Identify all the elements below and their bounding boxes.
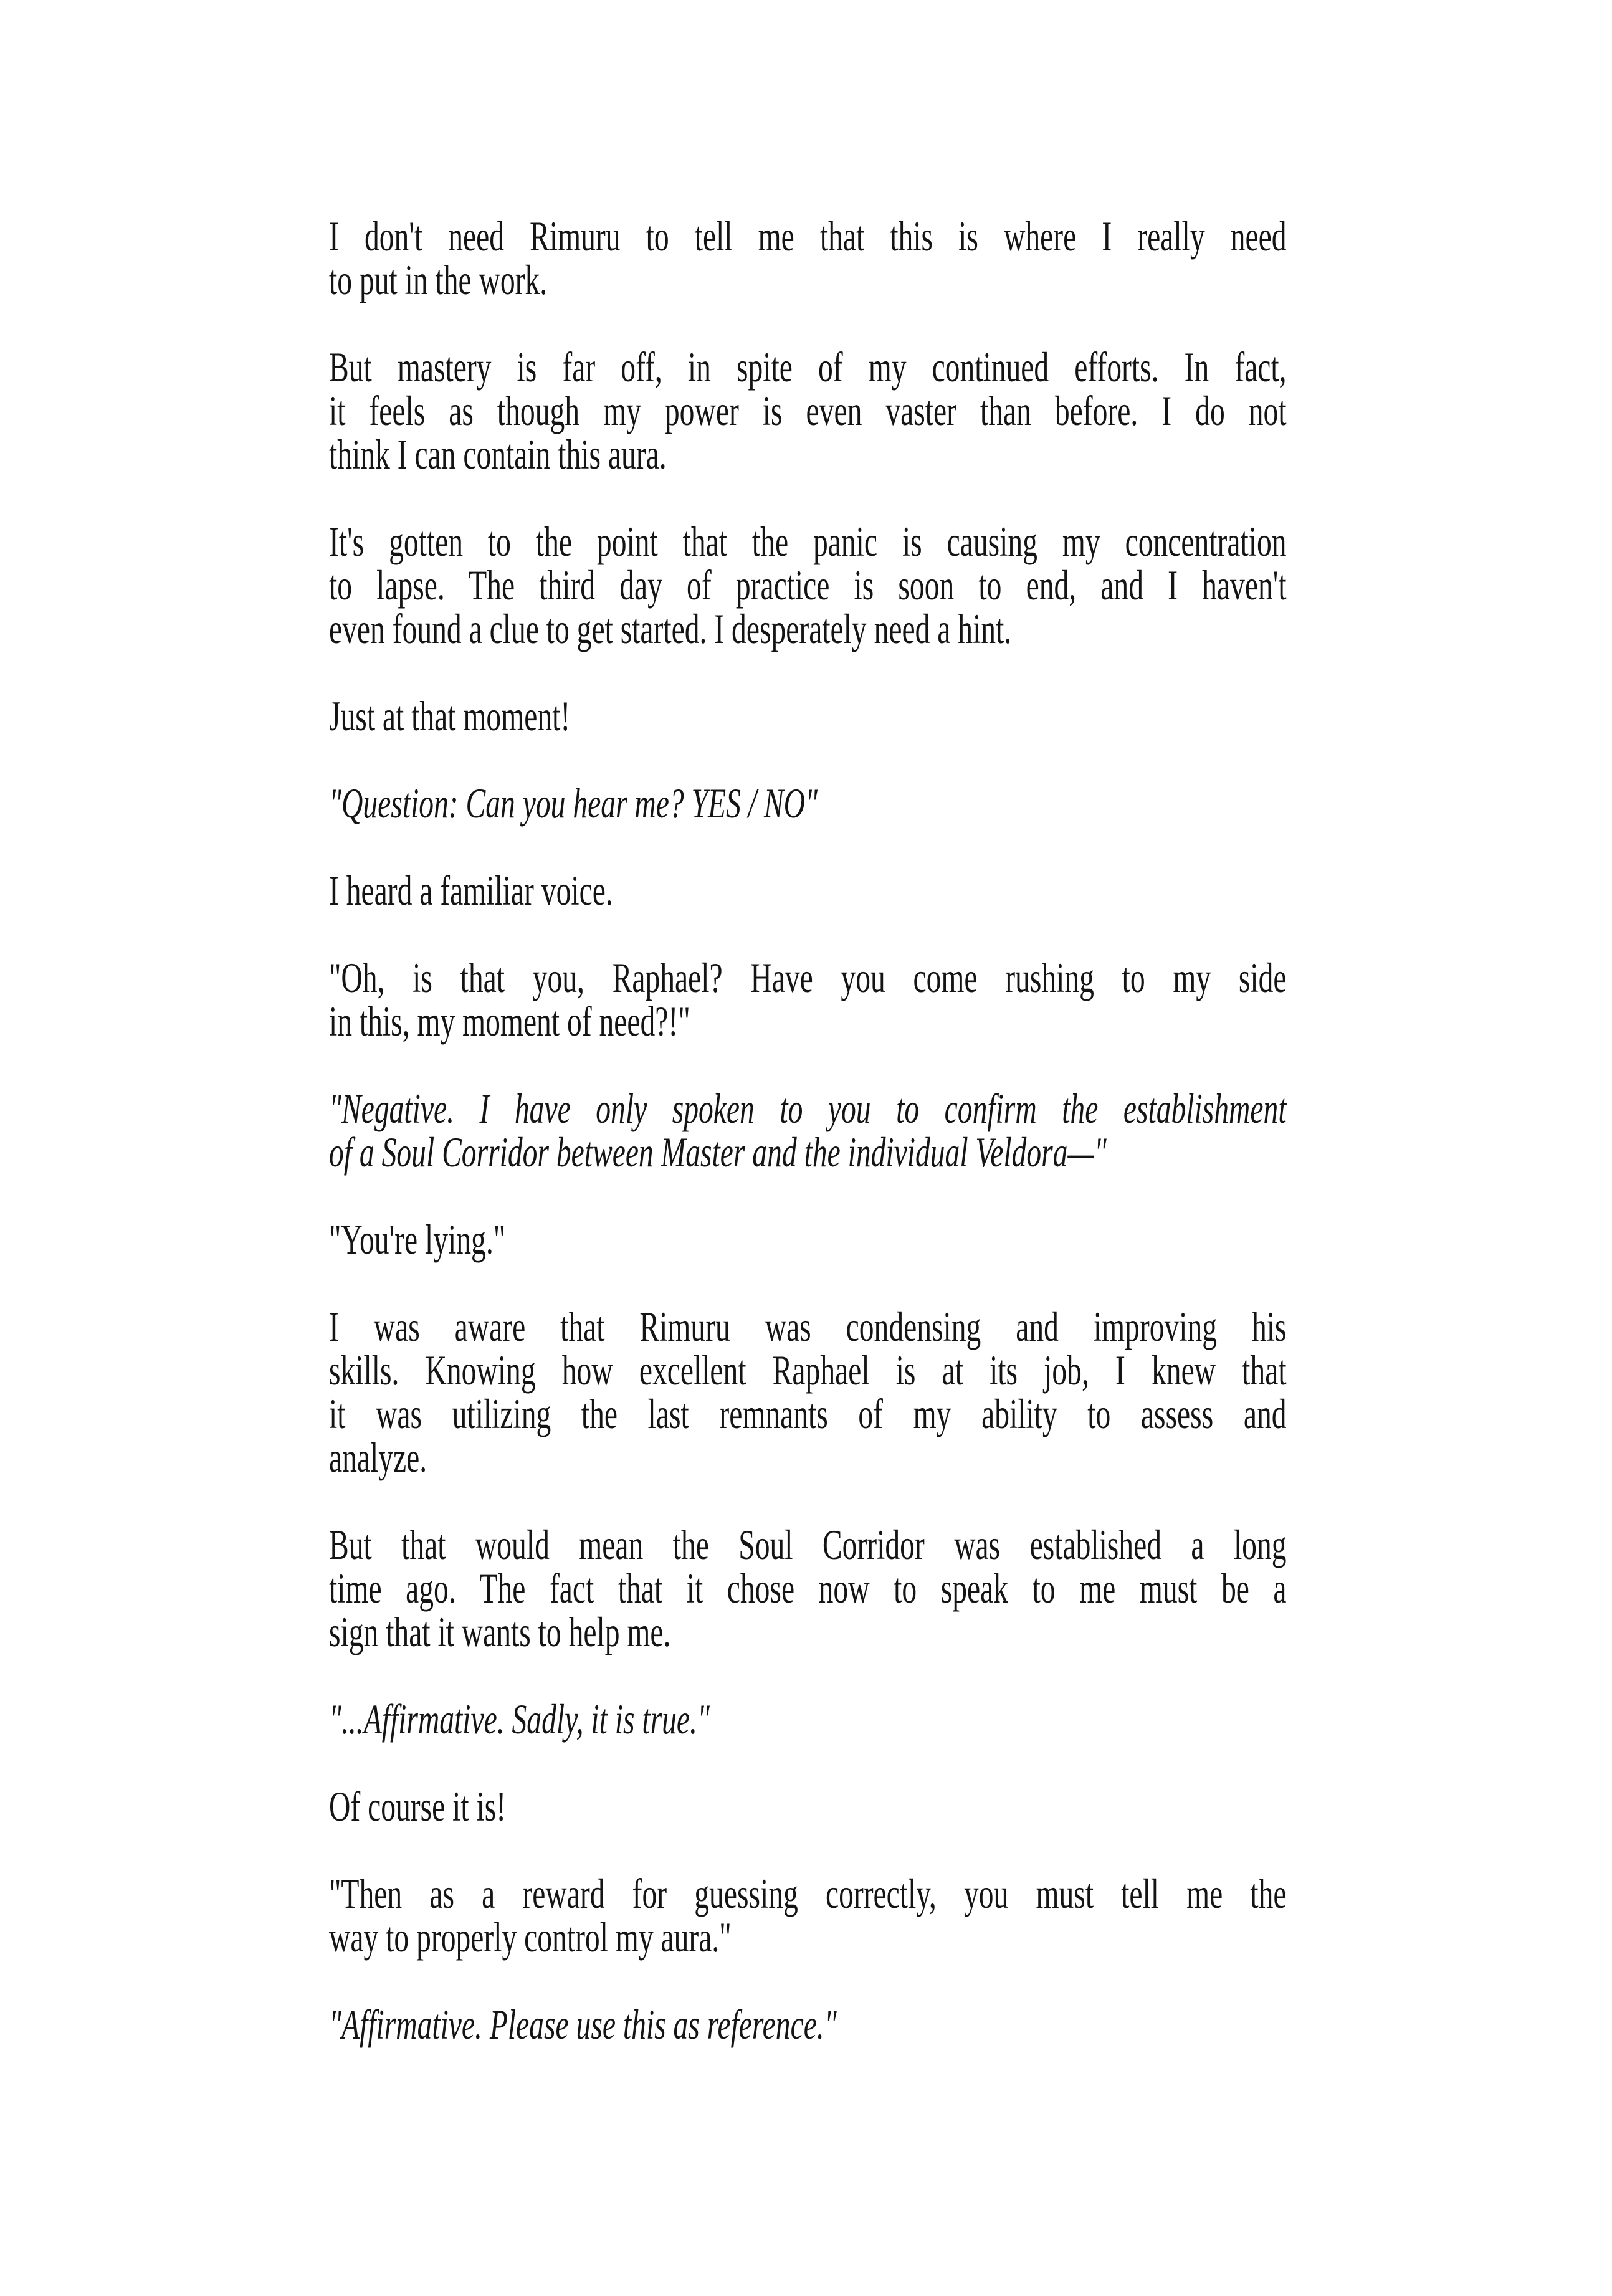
text-line: I don't need Rimuru to tell me that this is where I really need	[329, 212, 1287, 260]
telepathy-paragraph	[329, 1697, 1287, 1741]
narration-paragraph	[329, 1784, 1287, 1828]
text-line: "Oh, is that you, Raphael? Have you come rushing to my side	[329, 954, 1287, 1001]
text-line: of a Soul Corridor between Master and the individual Veldora—"	[329, 1128, 1107, 1176]
telepathy-paragraph	[329, 2003, 1287, 2046]
text-line: But mastery is far off, in spite of my continued efforts. In fact,	[329, 343, 1287, 391]
text-line: "Then as a reward for guessing correctly, you must tell me the	[329, 1870, 1287, 1917]
text-line: "...Affirmative. Sadly, it is true."	[329, 1695, 710, 1743]
narration-paragraph	[329, 694, 1287, 738]
text-line: sign that it wants to help me.	[329, 1608, 671, 1655]
narration-paragraph	[329, 345, 1287, 476]
narration-paragraph	[329, 956, 1287, 1043]
narration-paragraph	[329, 214, 1287, 302]
narration-paragraph	[329, 869, 1287, 912]
text-line: skills. Knowing how excellent Raphael is at its job, I knew that	[329, 1346, 1287, 1394]
text-line: analyze.	[329, 1434, 427, 1481]
narration-paragraph	[329, 1217, 1287, 1261]
text-line: to lapse. The third day of practice is soon to end, and I haven't	[329, 561, 1287, 609]
text-block	[329, 0, 1287, 2046]
telepathy-paragraph	[329, 1087, 1287, 1174]
telepathy-paragraph	[329, 781, 1287, 825]
text-line: "Negative. I have only spoken to you to confirm the establishment	[329, 1085, 1287, 1132]
narration-paragraph	[329, 1523, 1287, 1654]
text-line: Of course it is!	[329, 1783, 507, 1830]
text-line: It's gotten to the point that the panic is causing my concentration	[329, 518, 1287, 565]
text-line: to put in the work.	[329, 256, 548, 303]
text-line: I was aware that Rimuru was condensing and improving his	[329, 1303, 1287, 1350]
text-line: But that would mean the Soul Corridor was established a long	[329, 1521, 1287, 1568]
text-line: "Affirmative. Please use this as reference."	[329, 2001, 837, 2048]
text-line: I heard a familiar voice.	[329, 867, 613, 914]
text-line: it feels as though my power is even vaster than before. I do not	[329, 387, 1287, 434]
narration-paragraph	[329, 1872, 1287, 1959]
text-line: way to properly control my aura."	[329, 1913, 732, 1961]
text-line: even found a clue to get started. I desperately need a hint.	[329, 605, 1012, 652]
text-line: time ago. The fact that it chose now to speak to me must be a	[329, 1565, 1287, 1612]
narration-paragraph	[329, 520, 1287, 650]
text-line: in this, my moment of need?!"	[329, 998, 690, 1045]
narration-paragraph	[329, 1305, 1287, 1479]
text-line: think I can contain this aura.	[329, 431, 667, 478]
text-line: "Question: Can you hear me? YES / NO"	[329, 779, 818, 827]
text-line: Just at that moment!	[329, 692, 571, 740]
text-line: "You're lying."	[329, 1216, 506, 1263]
text-line: it was utilizing the last remnants of my ability to assess and	[329, 1390, 1287, 1437]
